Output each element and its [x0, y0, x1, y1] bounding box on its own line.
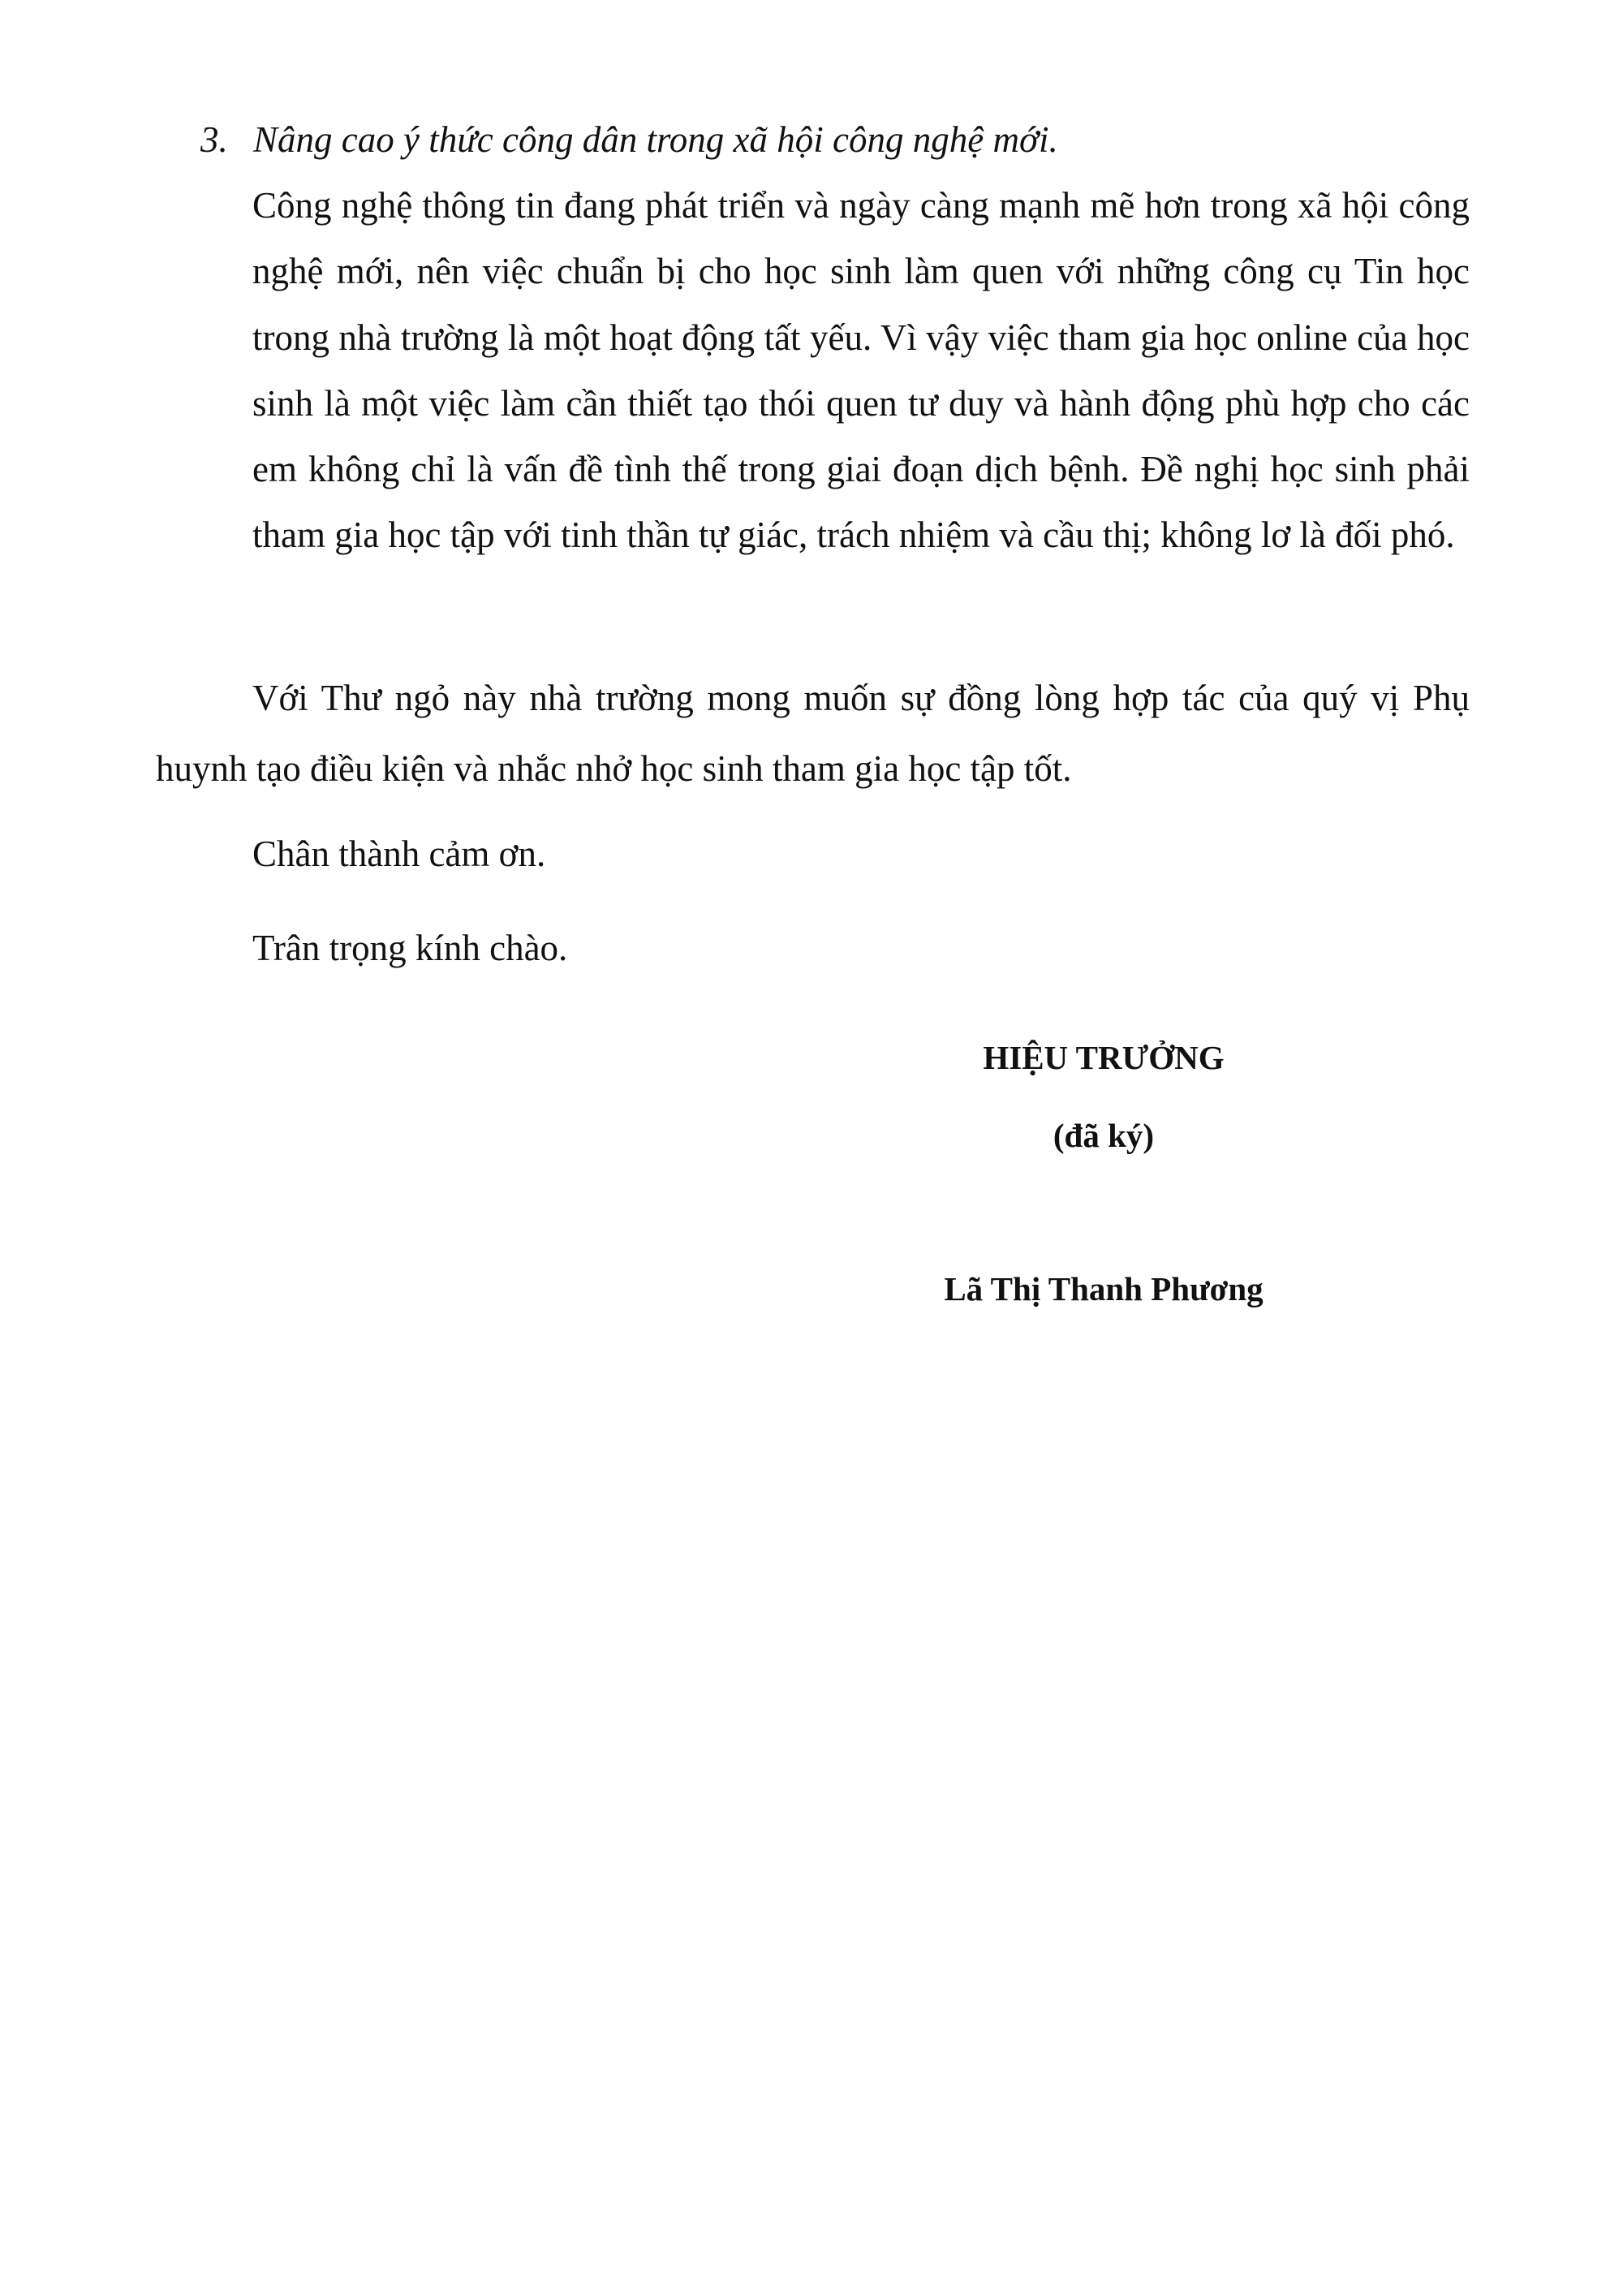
point-paragraph-block [252, 173, 1470, 569]
section-number: 3. [200, 119, 228, 160]
signature-note: (đã ký) [1053, 1117, 1155, 1154]
closing-paragraph: Với Thư ngỏ này nhà trường mong muốn sự đồng lòng hợp tác của quý vị Phụ huynh tạo điều kiện và nhắc nhở học sinh tham gia học tập tốt. [156, 678, 1470, 789]
section-heading [200, 115, 1058, 164]
closing-paragraph-block [156, 663, 1470, 804]
point-paragraph: Công nghệ thông tin đang phát triển và ngày càng mạnh mẽ hơn trong xã hội công nghệ mới, nên việc chuẩn bị cho học sinh làm quen với những công cụ Tin học trong nhà trường là một hoạt động tất yếu. Vì vậy việc tham gia học online của học sinh là một việc làm cần thiết tạo thói quen tư duy và hành động phù hợp cho các em không chỉ là vấn đề tình thế trong giai đoạn dịch bệnh. Đề nghị học sinh phải tham gia học tập với tinh thần tự giác, trách nhiệm và cầu thị; không lơ là đối phó. [252, 185, 1470, 556]
signer-name: Lã Thị Thanh Phương [944, 1270, 1264, 1307]
thanks-line: Chân thành cảm ơn. [252, 834, 546, 874]
signature-title: HIỆU TRƯỞNG [983, 1039, 1225, 1076]
regards-line: Trân trọng kính chào. [252, 928, 568, 968]
section-title: Nâng cao ý thức công dân trong xã hội công nghệ mới. [253, 119, 1058, 160]
